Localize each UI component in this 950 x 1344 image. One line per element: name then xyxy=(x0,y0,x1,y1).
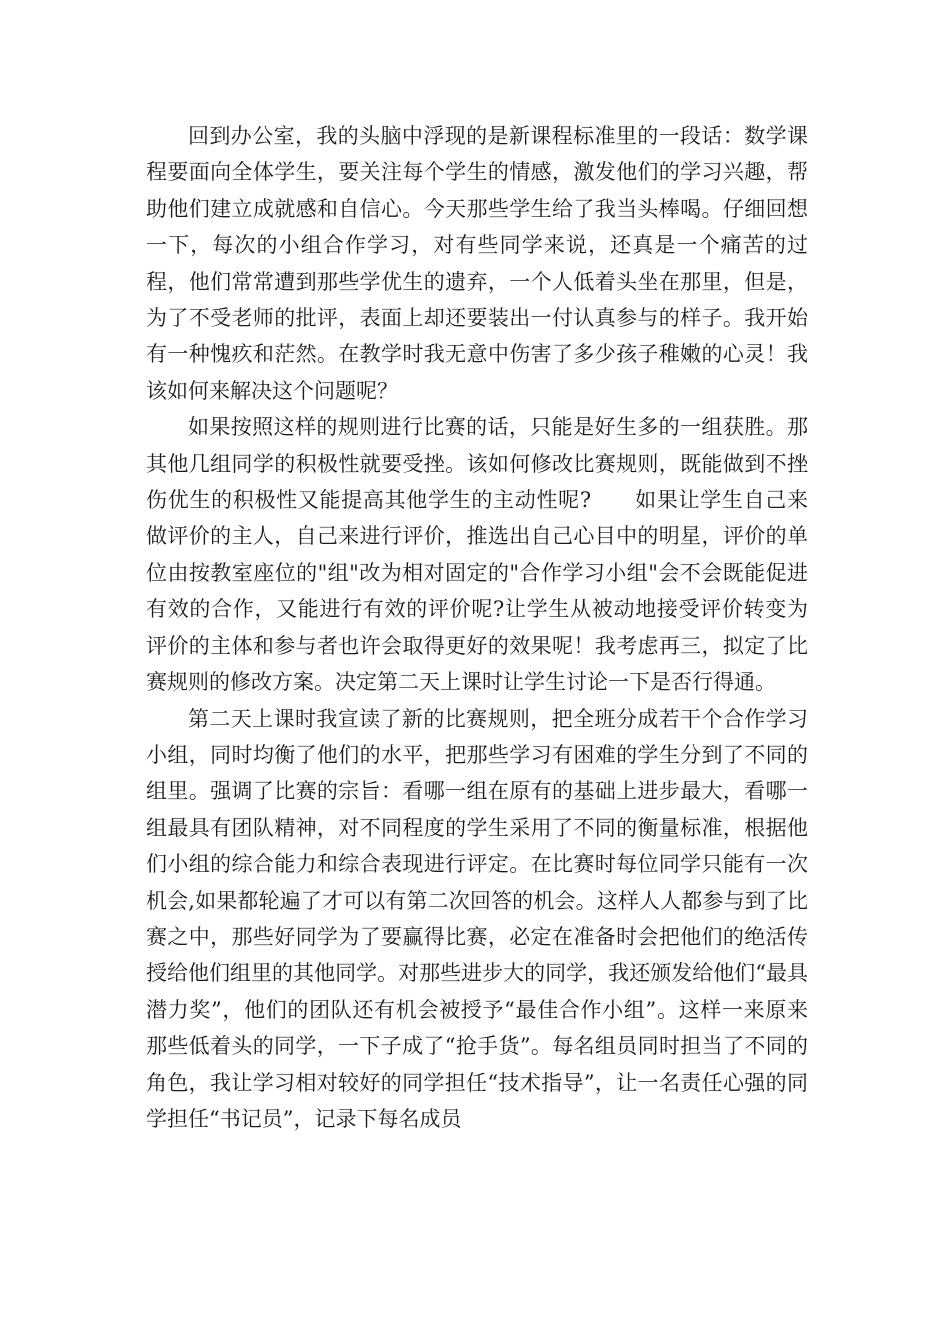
document-body xyxy=(146,118,808,1137)
paragraph-1: 回到办公室，我的头脑中浮现的是新课程标准里的一段话：数学课程要面向全体学生，要关注每个学生的情感，激发他们的学习兴趣，帮助他们建立成就感和自信心。今天那些学生给了我当头棒喝。仔细回想一下，每次的小组合作学习，对有些同学来说，还真是一个痛苦的过程，他们常常遭到那些学优生的遗弃，一个人低着头坐在那里，但是，为了不受老师的批评，表面上却还要装出一付认真参与的样子。我开始有一种愧疚和茫然。在教学时我无意中伤害了多少孩子稚嫩的心灵！我该如何来解决这个问题呢？ xyxy=(146,124,808,403)
paragraph-2: 如果按照这样的规则进行比赛的话，只能是好生多的一组获胜。那其他几组同学的积极性就要受挫。该如何修改比赛规则，既能做到不挫伤优生的积极性又能提高其他学生的主动性呢? 如果让学生自己来做评价的主人，自己来进行评价，推选出自己心目中的明星，评价的单位由按教室座位的"组"改为相对固定的"合作学习小组"会不会既能促进有效的合作，又能进行有效的评价呢?让学生从被动地接受评价转变为评价的主体和参与者也许会取得更好的效果呢！我考虑再三，拟定了比赛规则的修改方案。决定第二天上课时让学生讨论一下是否行得通。 xyxy=(146,415,808,695)
paragraph-3: 第二天上课时我宣读了新的比赛规则，把全班分成若干个合作学习小组，同时均衡了他们的水平，把那些学习有困难的学生分到了不同的组里。强调了比赛的宗旨：看哪一组在原有的基础上进步最大，看哪一组最具有团队精神，对不同程度的学生采用了不同的衡量标准，根据他们小组的综合能力和综合表现进行评定。在比赛时每位同学只能有一次机会,如果都轮遍了才可以有第二次回答的机会。这样人人都参与到了比赛之中，那些好同学为了要赢得比赛，必定在准备时会把他们的绝活传授给他们组里的其他同学。对那些进步大的同学，我还颁发给他们“最具潜力奖”，他们的团队还有机会被授予“最佳合作小组”。这样一来原来那些低着头的同学，一下子成了“抢手货”。每名组员同时担当了不同的角色，我让学习相对较好的同学担任“技术指导”，让一名责任心强的同学担任“书记员”，记录下每名成员 xyxy=(146,706,808,1131)
